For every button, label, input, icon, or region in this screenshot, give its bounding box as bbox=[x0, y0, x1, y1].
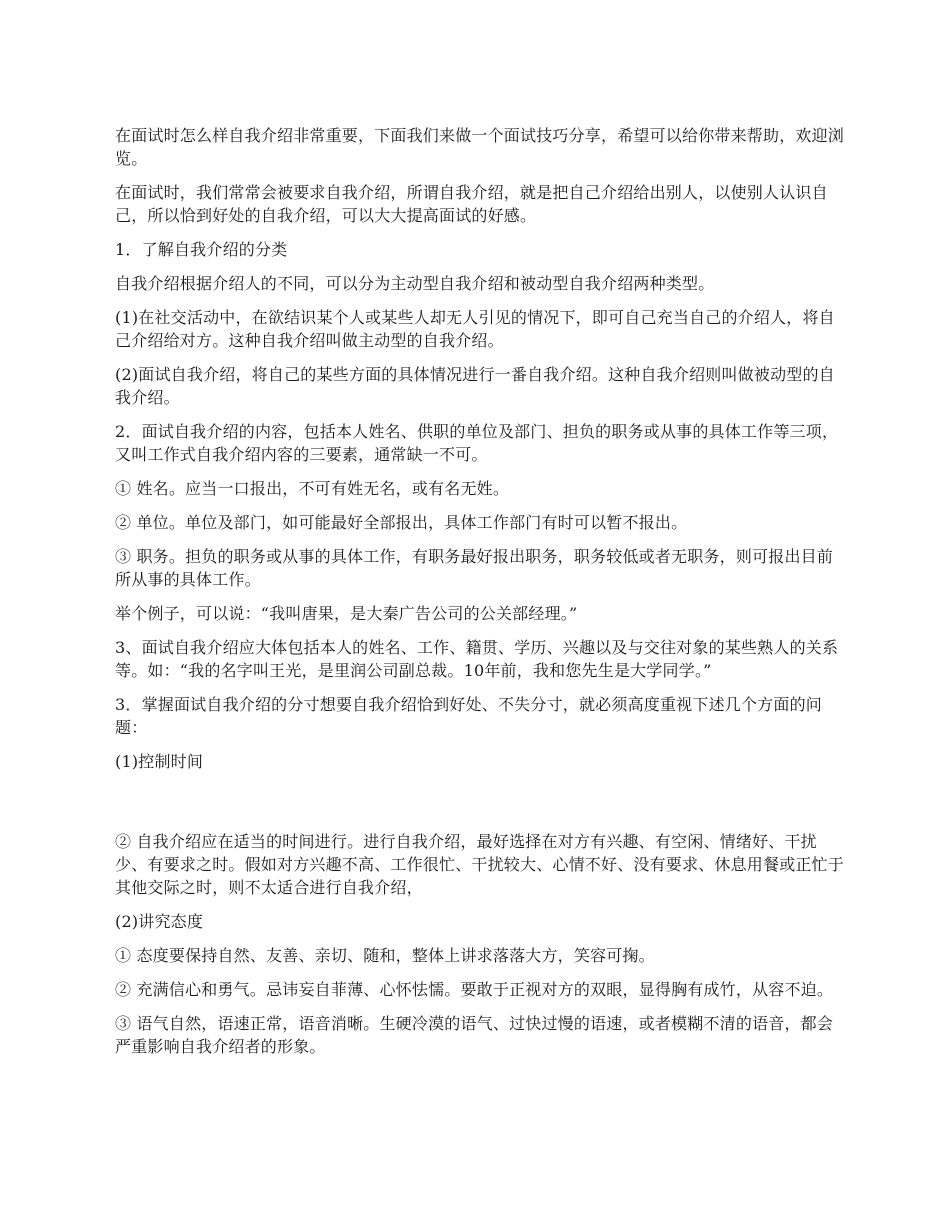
list-item-position: ③ 职务。担负的职务或从事的具体工作，有职务最好报出职务，职务较低或者无职务，则可报出目前所从事的具体工作。 bbox=[115, 547, 834, 589]
list-item-unit: ② 单位。单位及部门，如可能最好全部报出，具体工作部门有时可以暂不报出。 bbox=[115, 513, 688, 532]
list-item-tone: ③ 语气自然，语速正常，语音消晰。生硬冷漠的语气、过快过慢的语速，或者模糊不清的语音，都会严重影响自我介绍者的形象。 bbox=[115, 1014, 834, 1056]
section-heading-3: 3．掌握面试自我介绍的分寸想要自我介绍恰到好处、不失分寸，就必须高度重视下述几个方面的问题： bbox=[115, 695, 822, 737]
subsection-attitude: (2)讲究态度 bbox=[115, 912, 204, 931]
section-heading-1: 1．了解自我介绍的分类 bbox=[115, 240, 288, 259]
list-item-attitude-natural: ① 态度要保持自然、友善、亲切、随和，整体上讲求落落大方，笑容可掬。 bbox=[115, 946, 655, 965]
intro-paragraph: 在面试时怎么样自我介绍非常重要，下面我们来做一个面试技巧分享，希望可以给你带来帮助，欢迎浏览。 bbox=[115, 126, 845, 168]
list-item-name: ① 姓名。应当一口报出，不可有姓无名，或有名无姓。 bbox=[115, 479, 510, 498]
timing-paragraph: ② 自我介绍应在适当的时间进行。进行自我介绍，最好选择在对方有兴趣、有空闲、情绪好、干扰少、有要求之时。假如对方兴趣不高、工作很忙、干扰较大、心情不好、没有要求、休息用餐或正忙于其他交际之时，则不太适合进行自我介绍， bbox=[115, 832, 845, 897]
passive-type-paragraph: (2)面试自我介绍，将自己的某些方面的具体情况进行一番自我介绍。这种自我介绍则叫做被动型的自我介绍。 bbox=[115, 365, 835, 407]
blank-gap bbox=[115, 784, 845, 830]
document-body bbox=[115, 124, 845, 1069]
definition-paragraph: 在面试时，我们常常会被要求自我介绍，所谓自我介绍，就是把自己介绍给出别人，以使别人认识自己，所以恰到好处的自我介绍，可以大大提高面试的好感。 bbox=[115, 183, 828, 225]
active-type-paragraph: (1)在社交活动中，在欲结识某个人或某些人却无人引见的情况下，即可自己充当自己的介绍人，将自己介绍给对方。这种自我介绍叫做主动型的自我介绍。 bbox=[115, 308, 835, 350]
list-item-confidence: ② 充满信心和勇气。忌讳妄自菲薄、心怀怯懦。要敢于正视对方的双眼，显得胸有成竹，从容不迫。 bbox=[115, 980, 834, 999]
content-scope-paragraph: 3、面试自我介绍应大体包括本人的姓名、工作、籍贯、学历、兴趣以及与交往对象的某些熟人的关系等。如：“我的名字叫王光，是里润公司副总裁。10年前，我和您先生是大学同学。” bbox=[115, 638, 839, 680]
subsection-control-time: (1)控制时间 bbox=[115, 752, 204, 771]
section-heading-2: 2．面试自我介绍的内容，包括本人姓名、供职的单位及部门、担负的职务或从事的具体工作等三项，又叫工作式自我介绍内容的三要素，通常缺一不可。 bbox=[115, 422, 839, 464]
example-paragraph: 举个例子，可以说：“我叫唐果，是大秦广告公司的公关部经理。” bbox=[115, 604, 578, 623]
classification-paragraph: 自我介绍根据介绍人的不同，可以分为主动型自我介绍和被动型自我介绍两种类型。 bbox=[115, 274, 715, 293]
